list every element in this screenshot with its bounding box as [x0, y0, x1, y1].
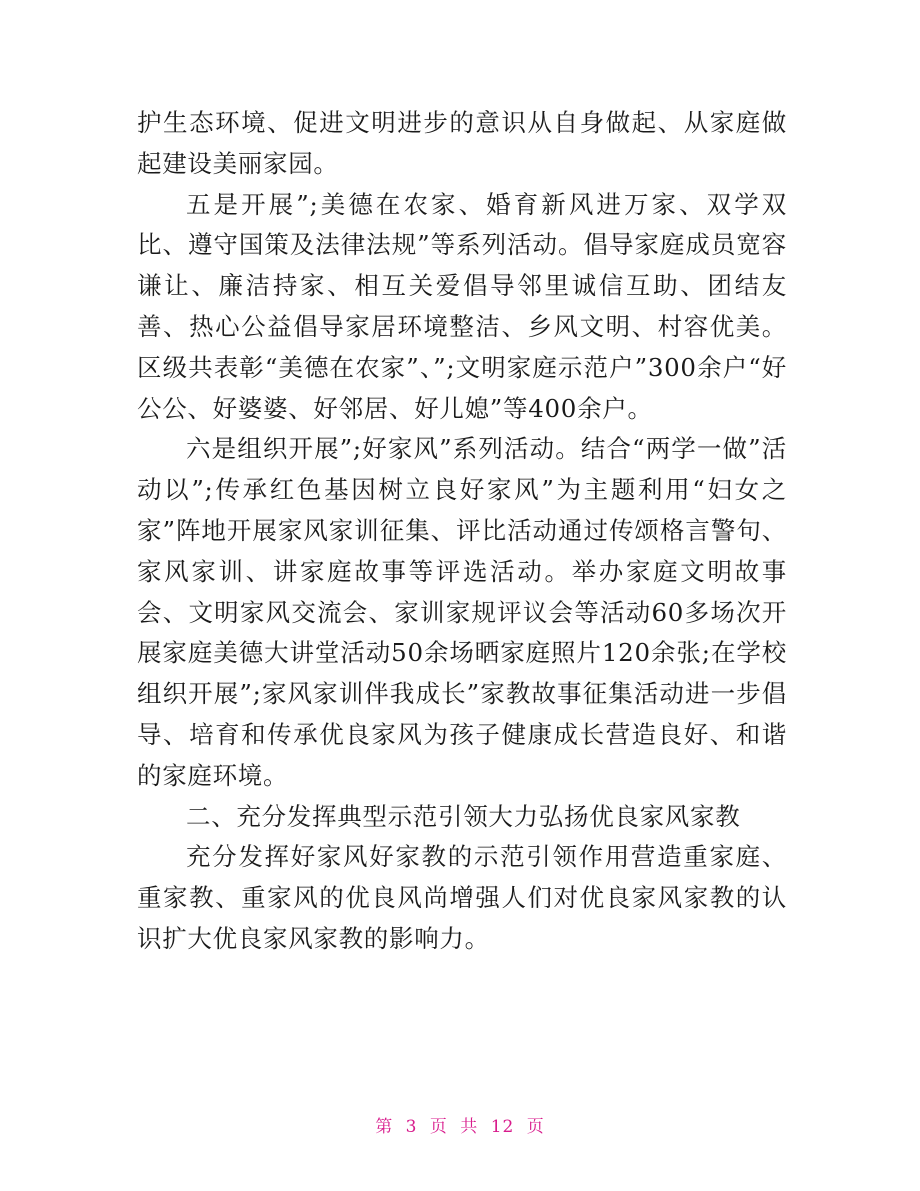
section-heading: 二、充分发挥典型示范引领大力弘扬优良家风家教: [186, 801, 741, 831]
paragraph-2: 五是开展”;美德在农家、婚育新风进万家、双学双比、遵守国策及法律法规”等系列活动。倡导家庭成员宽容谦让、廉洁持家、相互关爱倡导邻里诚信互助、团结友善、热心公益倡导家居环境整洁、乡风文明、村容优美。区级共表彰“美德在农家”、”;文明家庭示范户”300余户“好公公、好婆婆、好邻居、好儿媳”等400余户。: [137, 189, 787, 423]
document-body: [137, 103, 787, 960]
paragraph-3: 六是组织开展”;好家风”系列活动。结合“两学一做”活动以”;传承红色基因树立良好家风”为主题利用“妇女之家”阵地开展家风家训征集、评比活动通过传颂格言警句、家风家训、讲家庭故事等评选活动。举办家庭文明故事会、文明家风交流会、家训家规评议会等活动60多场次开展家庭美德大讲堂活动50余场晒家庭照片120余张;在学校组织开展”;家风家训伴我成长”家教故事征集活动进一步倡导、培育和传承优良家风为孩子健康成长营造良好、和谐的家庭环境。: [137, 434, 787, 790]
paragraph-1: 护生态环境、促进文明进步的意识从自身做起、从家庭做起建设美丽家园。: [137, 108, 787, 178]
paragraph-5: 充分发挥好家风好家教的示范引领作用营造重家庭、重家教、重家风的优良风尚增强人们对优良家风家教的认识扩大优良家风家教的影响力。: [137, 842, 787, 953]
page-number-footer: 第 3 页 共 12 页: [375, 1117, 545, 1137]
